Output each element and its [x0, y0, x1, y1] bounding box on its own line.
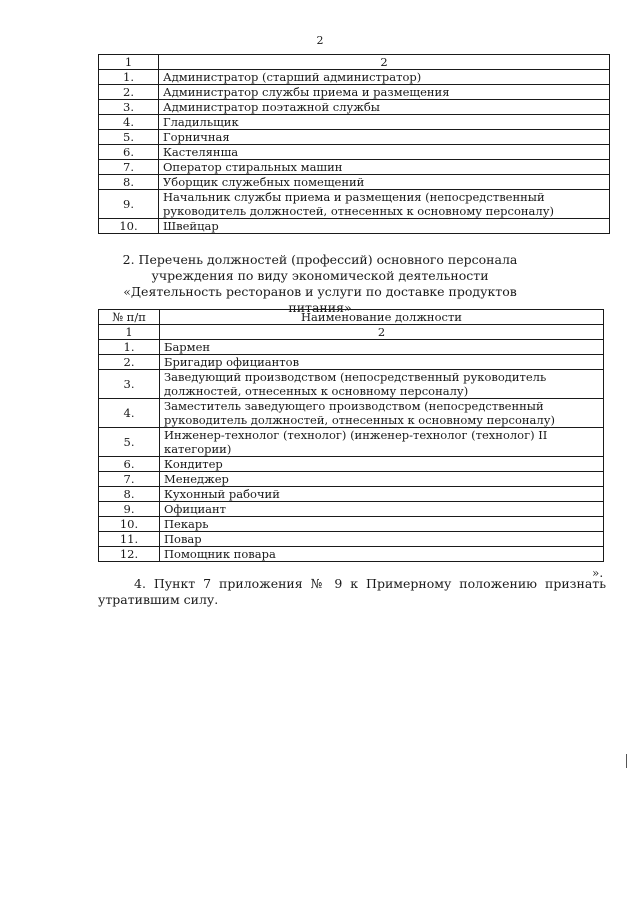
cell-position: Инженер-технолог (технолог) (инженер-технолог (технолог) II категории)	[160, 428, 604, 457]
table-row	[99, 487, 604, 502]
cell-position: Администратор (старший администратор)	[159, 70, 610, 85]
cell-number: 1.	[99, 70, 159, 85]
page-number: 2	[316, 34, 324, 47]
cell-number: 2.	[99, 85, 159, 100]
cell-number: 5.	[99, 130, 159, 145]
cell-position: Бармен	[160, 340, 604, 355]
cell-number: 4.	[99, 115, 159, 130]
closing-quote: ».	[592, 566, 604, 580]
positions-table-1	[98, 54, 610, 234]
cell-number: 5.	[99, 428, 160, 457]
cell-position: Заведующий производством (непосредственный руководитель должностей, отнесенных к основному персоналу)	[160, 370, 604, 399]
cell-number: 3.	[99, 370, 160, 399]
positions-table-2	[98, 309, 604, 562]
table-row	[99, 399, 604, 428]
cell-number: 3.	[99, 100, 159, 115]
cell-position: Администратор поэтажной службы	[159, 100, 610, 115]
header-cell-number: № п/п	[99, 310, 160, 325]
cell-position: Администратор службы приема и размещения	[159, 85, 610, 100]
header-cell-number: 1	[99, 325, 160, 340]
header-cell-position: Наименование должности	[160, 310, 604, 325]
header-cell-number: 1	[99, 55, 159, 70]
cell-number: 11.	[99, 532, 160, 547]
section-2-heading: 2. Перечень должностей (профессий) основного персонала учреждения по виду экономической деятельности «Деятельность ресторанов и услуги по доставке продуктов питания»	[122, 252, 518, 315]
table-row	[99, 175, 610, 190]
cell-number: 10.	[99, 219, 159, 234]
scan-edge-mark	[626, 754, 627, 768]
table-row	[99, 457, 604, 472]
table-row	[99, 370, 604, 399]
cell-number: 9.	[99, 502, 160, 517]
cell-position: Кондитер	[160, 457, 604, 472]
table-row	[99, 340, 604, 355]
cell-position: Кастелянша	[159, 145, 610, 160]
cell-number: 8.	[99, 487, 160, 502]
paragraph-4: 4. Пункт 7 приложения № 9 к Примерному положению признать утратившим силу.	[98, 576, 606, 607]
table-row	[99, 115, 610, 130]
table-row	[99, 472, 604, 487]
cell-number: 12.	[99, 547, 160, 562]
cell-position: Уборщик служебных помещений	[159, 175, 610, 190]
cell-position: Помощник повара	[160, 547, 604, 562]
header-cell-position: 2	[160, 325, 604, 340]
cell-number: 8.	[99, 175, 159, 190]
table-header-row	[99, 310, 604, 325]
cell-position: Начальник службы приема и размещения (непосредственный руководитель должностей, отнесенных к основному персоналу)	[159, 190, 610, 219]
table-row	[99, 190, 610, 219]
header-cell-position: 2	[159, 55, 610, 70]
cell-position: Горничная	[159, 130, 610, 145]
cell-position: Заместитель заведующего производством (непосредственный руководитель должностей, отнесенных к основному персоналу)	[160, 399, 604, 428]
table-row	[99, 502, 604, 517]
cell-number: 2.	[99, 355, 160, 370]
cell-number: 6.	[99, 145, 159, 160]
table-row	[99, 70, 610, 85]
cell-position: Швейцар	[159, 219, 610, 234]
table-row	[99, 517, 604, 532]
cell-position: Менеджер	[160, 472, 604, 487]
cell-number: 9.	[99, 190, 159, 219]
table-row	[99, 532, 604, 547]
table-row	[99, 219, 610, 234]
table-header-row	[99, 325, 604, 340]
table-row	[99, 130, 610, 145]
table-row	[99, 160, 610, 175]
cell-position: Гладильщик	[159, 115, 610, 130]
cell-number: 1.	[99, 340, 160, 355]
table-row	[99, 85, 610, 100]
table-row	[99, 355, 604, 370]
cell-number: 6.	[99, 457, 160, 472]
table-row	[99, 100, 610, 115]
cell-number: 7.	[99, 160, 159, 175]
cell-position: Официант	[160, 502, 604, 517]
cell-position: Бригадир официантов	[160, 355, 604, 370]
cell-number: 10.	[99, 517, 160, 532]
table-row	[99, 428, 604, 457]
table-header-row	[99, 55, 610, 70]
cell-position: Пекарь	[160, 517, 604, 532]
cell-position: Кухонный рабочий	[160, 487, 604, 502]
cell-number: 4.	[99, 399, 160, 428]
cell-position: Повар	[160, 532, 604, 547]
cell-number: 7.	[99, 472, 160, 487]
table-row	[99, 145, 610, 160]
table-row	[99, 547, 604, 562]
cell-position: Оператор стиральных машин	[159, 160, 610, 175]
